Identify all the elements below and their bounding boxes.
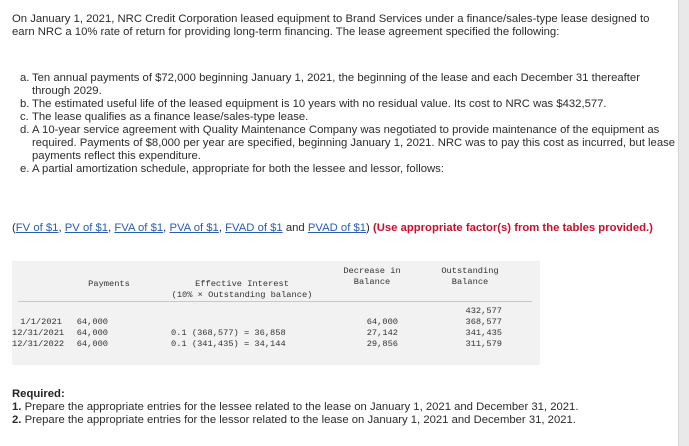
item-text: Ten annual payments of $72,000 beginning January 1, 2021, the beginning of the lease and each December 31 thereafter through 2029.	[32, 72, 640, 97]
row-balance: 341,435	[465, 328, 502, 338]
row-payment: 64,000	[76, 328, 108, 338]
fv-of-1-link[interactable]: FV of $1	[15, 222, 59, 234]
row-date: 12/31/2021	[12, 328, 65, 338]
fvad-of-1-link[interactable]: FVAD of $1	[225, 222, 283, 234]
item-letter: b.	[20, 98, 30, 110]
initial-balance: 432,577	[465, 306, 502, 316]
decrease-subheader: Balance	[353, 277, 391, 287]
row-decrease: 27,142	[366, 328, 398, 338]
item-text: The estimated useful life of the leased equipment is 10 years with no residual value. Its cost to NRC was $432,577.	[32, 98, 607, 110]
item-text: A partial amortization schedule, appropriate for both the lessee and lessor, follows:	[32, 163, 444, 175]
row-decrease: 64,000	[366, 317, 398, 327]
lease-terms-list	[20, 72, 676, 176]
decrease-header: Decrease in	[343, 266, 401, 276]
row-date: 12/31/2022	[12, 339, 65, 349]
row-balance: 311,579	[465, 339, 502, 349]
header-divider	[18, 301, 532, 302]
outstanding-subheader: Balance	[451, 277, 489, 287]
list-item	[20, 98, 676, 111]
required-item-number: 1.	[12, 401, 22, 413]
list-item	[20, 124, 676, 163]
fva-of-1-link[interactable]: FVA of $1	[114, 222, 164, 234]
row-interest: 0.1 (341,435) = 34,144	[171, 339, 286, 349]
required-item-text: Prepare the appropriate entries for the lessor related to the lease on January 1, 2021 and December 31, 2021.	[24, 414, 576, 426]
item-letter: e.	[20, 163, 30, 175]
links-close-paren: )	[366, 222, 370, 234]
required-item-number: 2.	[12, 414, 22, 426]
outstanding-header: Outstanding	[441, 266, 499, 276]
required-section	[12, 388, 678, 427]
pvad-of-1-link[interactable]: PVAD of $1	[307, 222, 367, 234]
required-item	[12, 401, 678, 414]
required-item-text: Prepare the appropriate entries for the lessee related to the lease on January 1, 2021 and December 31, 2021.	[24, 401, 579, 413]
required-item	[12, 414, 678, 427]
row-interest: 0.1 (368,577) = 36,858	[171, 328, 286, 338]
links-open-paren: (	[12, 222, 16, 234]
item-letter: a.	[20, 72, 30, 84]
item-text: A 10-year service agreement with Quality Maintenance Company was negotiated to provide maintenance of the equipment as required. Payments of $8,000 per year are specified, beginning January 1, 2021. NRC was to pay this cost as incurred, but lease payments reflect this expenditure.	[32, 124, 676, 162]
pv-of-1-link[interactable]: PV of $1	[64, 222, 109, 234]
item-letter: c.	[20, 111, 29, 123]
row-decrease: 29,856	[366, 339, 398, 349]
row-payment: 64,000	[76, 317, 108, 327]
list-item	[20, 111, 676, 124]
interest-header: Effective Interest	[195, 279, 289, 289]
required-title: Required:	[12, 388, 65, 400]
amortization-schedule	[12, 261, 540, 365]
row-date: 1/1/2021	[20, 317, 62, 327]
pva-of-1-link[interactable]: PVA of $1	[169, 222, 219, 234]
item-text: The lease qualifies as a finance lease/sales-type lease.	[32, 111, 309, 123]
problem-intro: On January 1, 2021, NRC Credit Corporation leased equipment to Brand Services under a finance/sales-type lease designed to earn NRC a 10% rate of return for providing long-term financing. The lease agreement specified the following:	[12, 13, 650, 38]
row-payment: 64,000	[76, 339, 108, 349]
item-letter: d.	[20, 124, 30, 136]
vertical-scrollbar[interactable]	[678, 0, 689, 446]
factor-instruction: (Use appropriate factor(s) from the tables provided.)	[369, 222, 653, 234]
payments-header: Payments	[88, 279, 130, 289]
interest-subheader: (10% × Outstanding balance)	[171, 290, 313, 300]
factor-table-links: (FV of $1, PV of $1, FVA of $1, PVA of $1, FVAD of $1 and PVAD of $1) (Use appropriate factor(s) from the tables provided.)	[12, 222, 653, 234]
list-item	[20, 163, 676, 176]
row-balance: 368,577	[465, 317, 502, 327]
list-item	[20, 72, 676, 98]
links-and-text: and	[282, 222, 308, 234]
